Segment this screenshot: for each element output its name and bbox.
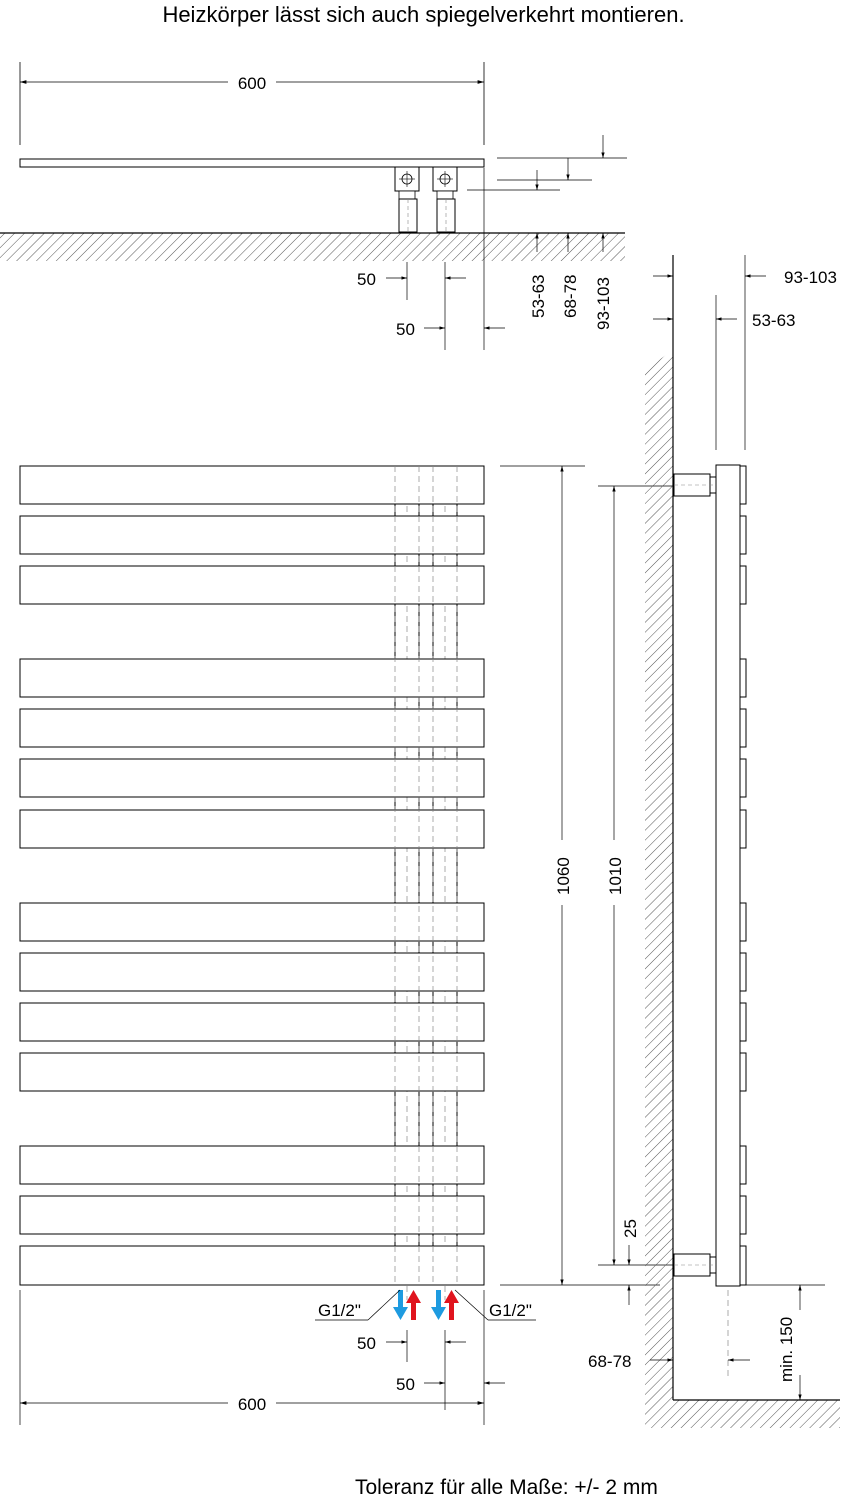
top-view <box>0 62 627 350</box>
flow-arrows <box>393 1290 459 1320</box>
radiator-bar <box>20 709 484 747</box>
radiator-bar <box>20 1196 484 1234</box>
radiator-bar <box>20 953 484 991</box>
radiator-bar <box>20 903 484 941</box>
top-width-label: 600 <box>237 74 267 93</box>
side-view <box>588 255 840 1428</box>
min-floor-label: min. 150 <box>777 1316 796 1382</box>
tolerance-note: Toleranz für alle Maße: +/- 2 mm <box>355 1476 658 1499</box>
radiator-bars <box>20 466 484 1285</box>
radiator-bar <box>20 566 484 604</box>
pipe-offset-bottom-2-label: 50 <box>396 1375 415 1394</box>
radiator-side-collector <box>716 465 740 1286</box>
side-93-103-label: 93-103 <box>784 268 837 287</box>
offset-25-label: 25 <box>621 1219 640 1238</box>
wall-top-hatch <box>0 233 625 261</box>
depth-93-103-label: 93-103 <box>594 277 613 330</box>
flow-out-arrow-right <box>444 1290 459 1320</box>
radiator-bar <box>20 1246 484 1285</box>
pipe-offset-bottom-1-label: 50 <box>357 1334 376 1353</box>
radiator-bar <box>20 516 484 554</box>
side-53-63-label: 53-63 <box>752 311 796 330</box>
connection-right-label: G1/2" <box>489 1301 532 1320</box>
radiator-bar <box>20 659 484 697</box>
depth-68-78-label: 68-78 <box>561 274 580 318</box>
side-68-78-label: 68-78 <box>588 1352 632 1371</box>
front-view <box>20 466 676 1425</box>
flow-in-arrow-right <box>431 1290 446 1320</box>
connection-left-label: G1/2" <box>318 1301 361 1320</box>
pipe-offset-top-1-label: 50 <box>357 270 376 289</box>
pipe-offset-top-2-label: 50 <box>396 320 415 339</box>
bottom-width-label: 600 <box>237 1395 267 1414</box>
radiator-bar <box>20 759 484 797</box>
radiator-bar <box>20 1146 484 1184</box>
flow-out-arrow-left <box>406 1290 421 1320</box>
page-title: Heizkörper lässt sich auch spiegelverkehrt montieren. <box>162 2 685 27</box>
radiator-bar <box>20 810 484 848</box>
height-connection-label: 1010 <box>606 857 625 895</box>
depth-53-63-label: 53-63 <box>529 274 548 318</box>
radiator-bar <box>20 1003 484 1041</box>
radiator-bar <box>20 1053 484 1091</box>
radiator-bar <box>20 466 484 504</box>
height-total-label: 1060 <box>554 857 573 895</box>
radiator-top-plate <box>20 159 484 167</box>
